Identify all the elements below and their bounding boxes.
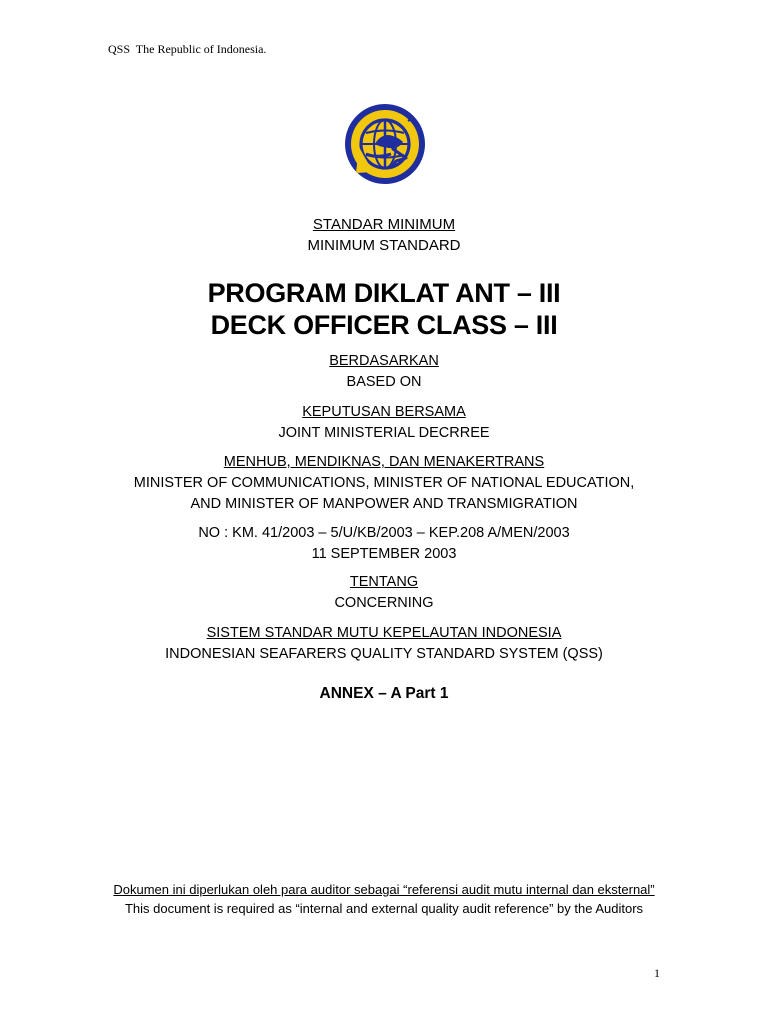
ministers-label-en-line-2: AND MINISTER OF MANPOWER AND TRANSMIGRATION (190, 496, 578, 512)
footer-note (0, 880, 768, 918)
concerning-section (0, 572, 768, 614)
concerning-label-id: TENTANG (349, 574, 419, 590)
concerning-label-en: CONCERNING (334, 595, 434, 611)
footer-note-id: Dokumen ini diperlukan oleh para auditor sebagai “referensi audit mutu internal dan eksternal” (113, 882, 655, 897)
document-header: QSS The Republic of Indonesia. (108, 42, 267, 56)
decree-number-section (0, 523, 768, 565)
standard-title (0, 214, 768, 256)
decree-number: NO : KM. 41/2003 – 5/U/KB/2003 – KEP.208 A/MEN/2003 (198, 525, 570, 541)
annex-label: ANNEX – A Part 1 (319, 685, 449, 702)
ministers-label-en-line-1: MINISTER OF COMMUNICATIONS, MINISTER OF NATIONAL EDUCATION, (133, 475, 635, 491)
ministers-section (0, 452, 768, 515)
footer-note-en: This document is required as “internal and external quality audit reference” by the Auditors (124, 901, 644, 916)
based-on-label-en: BASED ON (346, 374, 422, 390)
standard-title-id: STANDAR MINIMUM (312, 216, 456, 233)
decree-section (0, 402, 768, 444)
decree-label-id: KEPUTUSAN BERSAMA (302, 404, 466, 420)
decree-label-en: JOINT MINISTERIAL DECRREE (278, 425, 490, 441)
system-section (0, 623, 768, 665)
program-title-line-2: DECK OFFICER CLASS – III (210, 310, 558, 340)
based-on-section (0, 351, 768, 393)
ministry-emblem-globe-icon (342, 101, 428, 187)
system-label-en: INDONESIAN SEAFARERS QUALITY STANDARD SYSTEM (QSS) (165, 646, 603, 662)
ministers-label-id: MENHUB, MENDIKNAS, DAN MENAKERTRANS (223, 454, 545, 470)
system-label-id: SISTEM STANDAR MUTU KEPELAUTAN INDONESIA (206, 625, 562, 641)
decree-date: 11 SEPTEMBER 2003 (311, 546, 457, 562)
based-on-label-id: BERDASARKAN (329, 353, 439, 369)
standard-title-en: MINIMUM STANDARD (307, 237, 461, 254)
program-title-line-1: PROGRAM DIKLAT ANT – III (207, 278, 561, 308)
program-title (0, 277, 768, 341)
page-number: 1 (654, 966, 660, 980)
